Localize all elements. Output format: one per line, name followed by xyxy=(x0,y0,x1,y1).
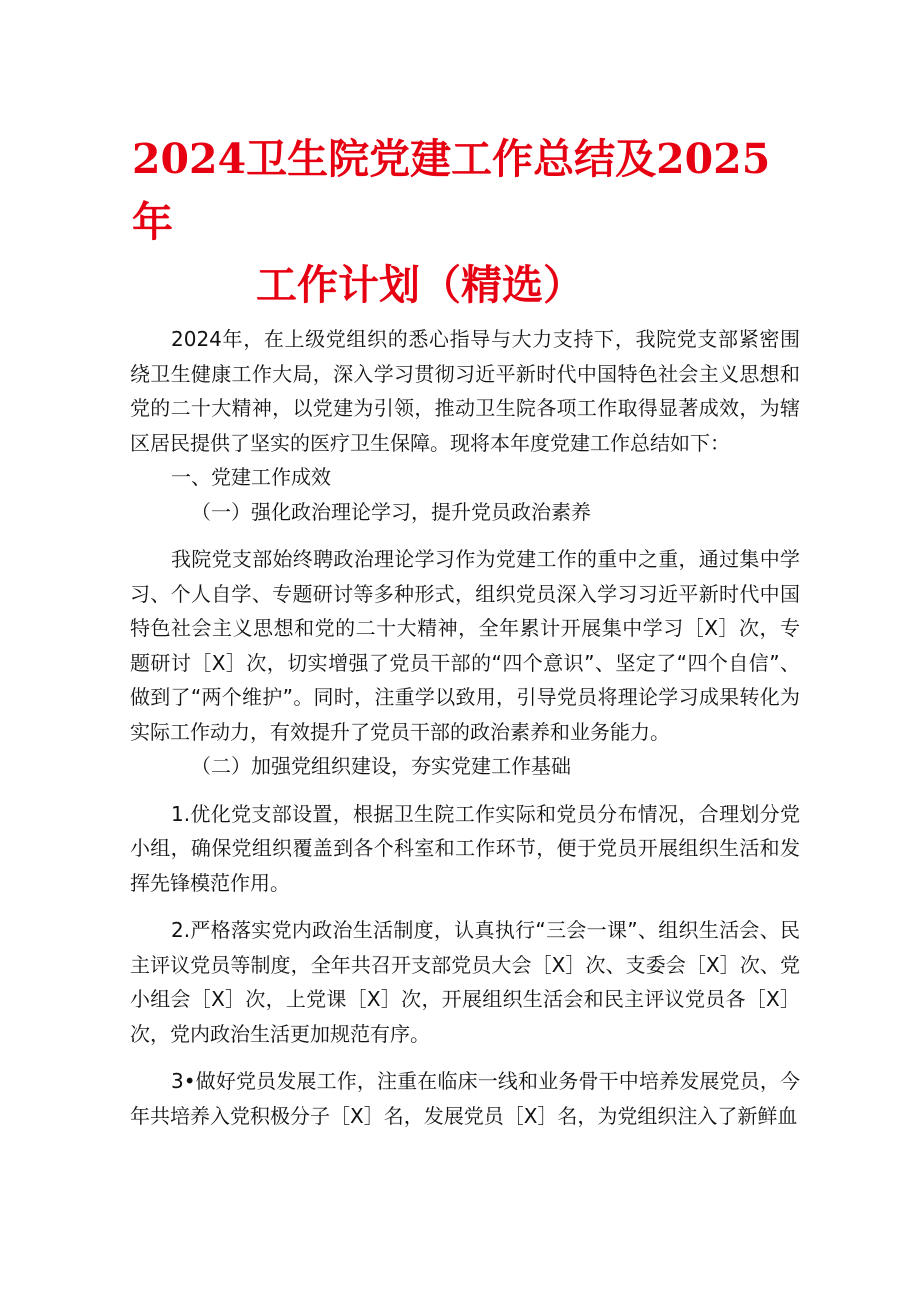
title-line-1: 2024卫生院党建工作总结及2025年 xyxy=(132,135,771,246)
title-line-2: 工作计划（精选） xyxy=(256,261,584,309)
list-item-3: 3•做好党员发展工作，注重在临床一线和业务骨干中培养发展党员，今年共培养入党积极分子［X］名，发展党员［X］名，为党组织注入了新鲜血 xyxy=(130,1069,800,1128)
intro-paragraph: 2024年，在上级党组织的悉心指导与大力支持下，我院党支部紧密围绕卫生健康工作大局，深入学习贯彻习近平新时代中国特色社会主义思想和党的二十大精神，以党建为引领，推动卫生院各项工作取得显著成效，为辖区居民提供了坚实的医疗卫生保障。现将本年度党建工作总结如下： xyxy=(130,327,800,455)
document-body xyxy=(130,322,800,1133)
document-title xyxy=(120,128,800,317)
subsection-heading-1: （一）强化政治理论学习，提升党员政治素养 xyxy=(191,499,591,524)
subsection-heading-2: （二）加强党组织建设，夯实党建工作基础 xyxy=(191,754,571,778)
section-heading: 一、党建工作成效 xyxy=(171,465,331,489)
list-item-2: 2.严格落实党内政治生活制度，认真执行“三会一课”、组织生活会、民主评议党员等制度，全年共召开支部党员大会［X］次、支委会［X］次、党小组会［X］次，上党课［X］次，开展组织生活会和民主评议党员各［X］次，党内政治生活更加规范有序。 xyxy=(130,918,800,1046)
subsection-paragraph-1: 我院党支部始终聘政治理论学习作为党建工作的重中之重，通过集中学习、个人自学、专题研讨等多种形式，组织党员深入学习习近平新时代中国特色社会主义思想和党的二十大精神，全年累计开展集中学习［X］次，专题研讨［X］次，切实增强了党员干部的“四个意识”、坚定了“四个自信”、做到了“两个维护”。同时，注重学以致用，引导党员将理论学习成果转化为实际工作动力，有效提升了党员干部的政治素养和业务能力。 xyxy=(130,547,800,744)
list-item-1: 1.优化党支部设置，根据卫生院工作实际和党员分布情况，合理划分党小组，确保党组织覆盖到各个科室和工作环节，便于党员开展组织生活和发挥先锋模范作用。 xyxy=(130,801,800,895)
